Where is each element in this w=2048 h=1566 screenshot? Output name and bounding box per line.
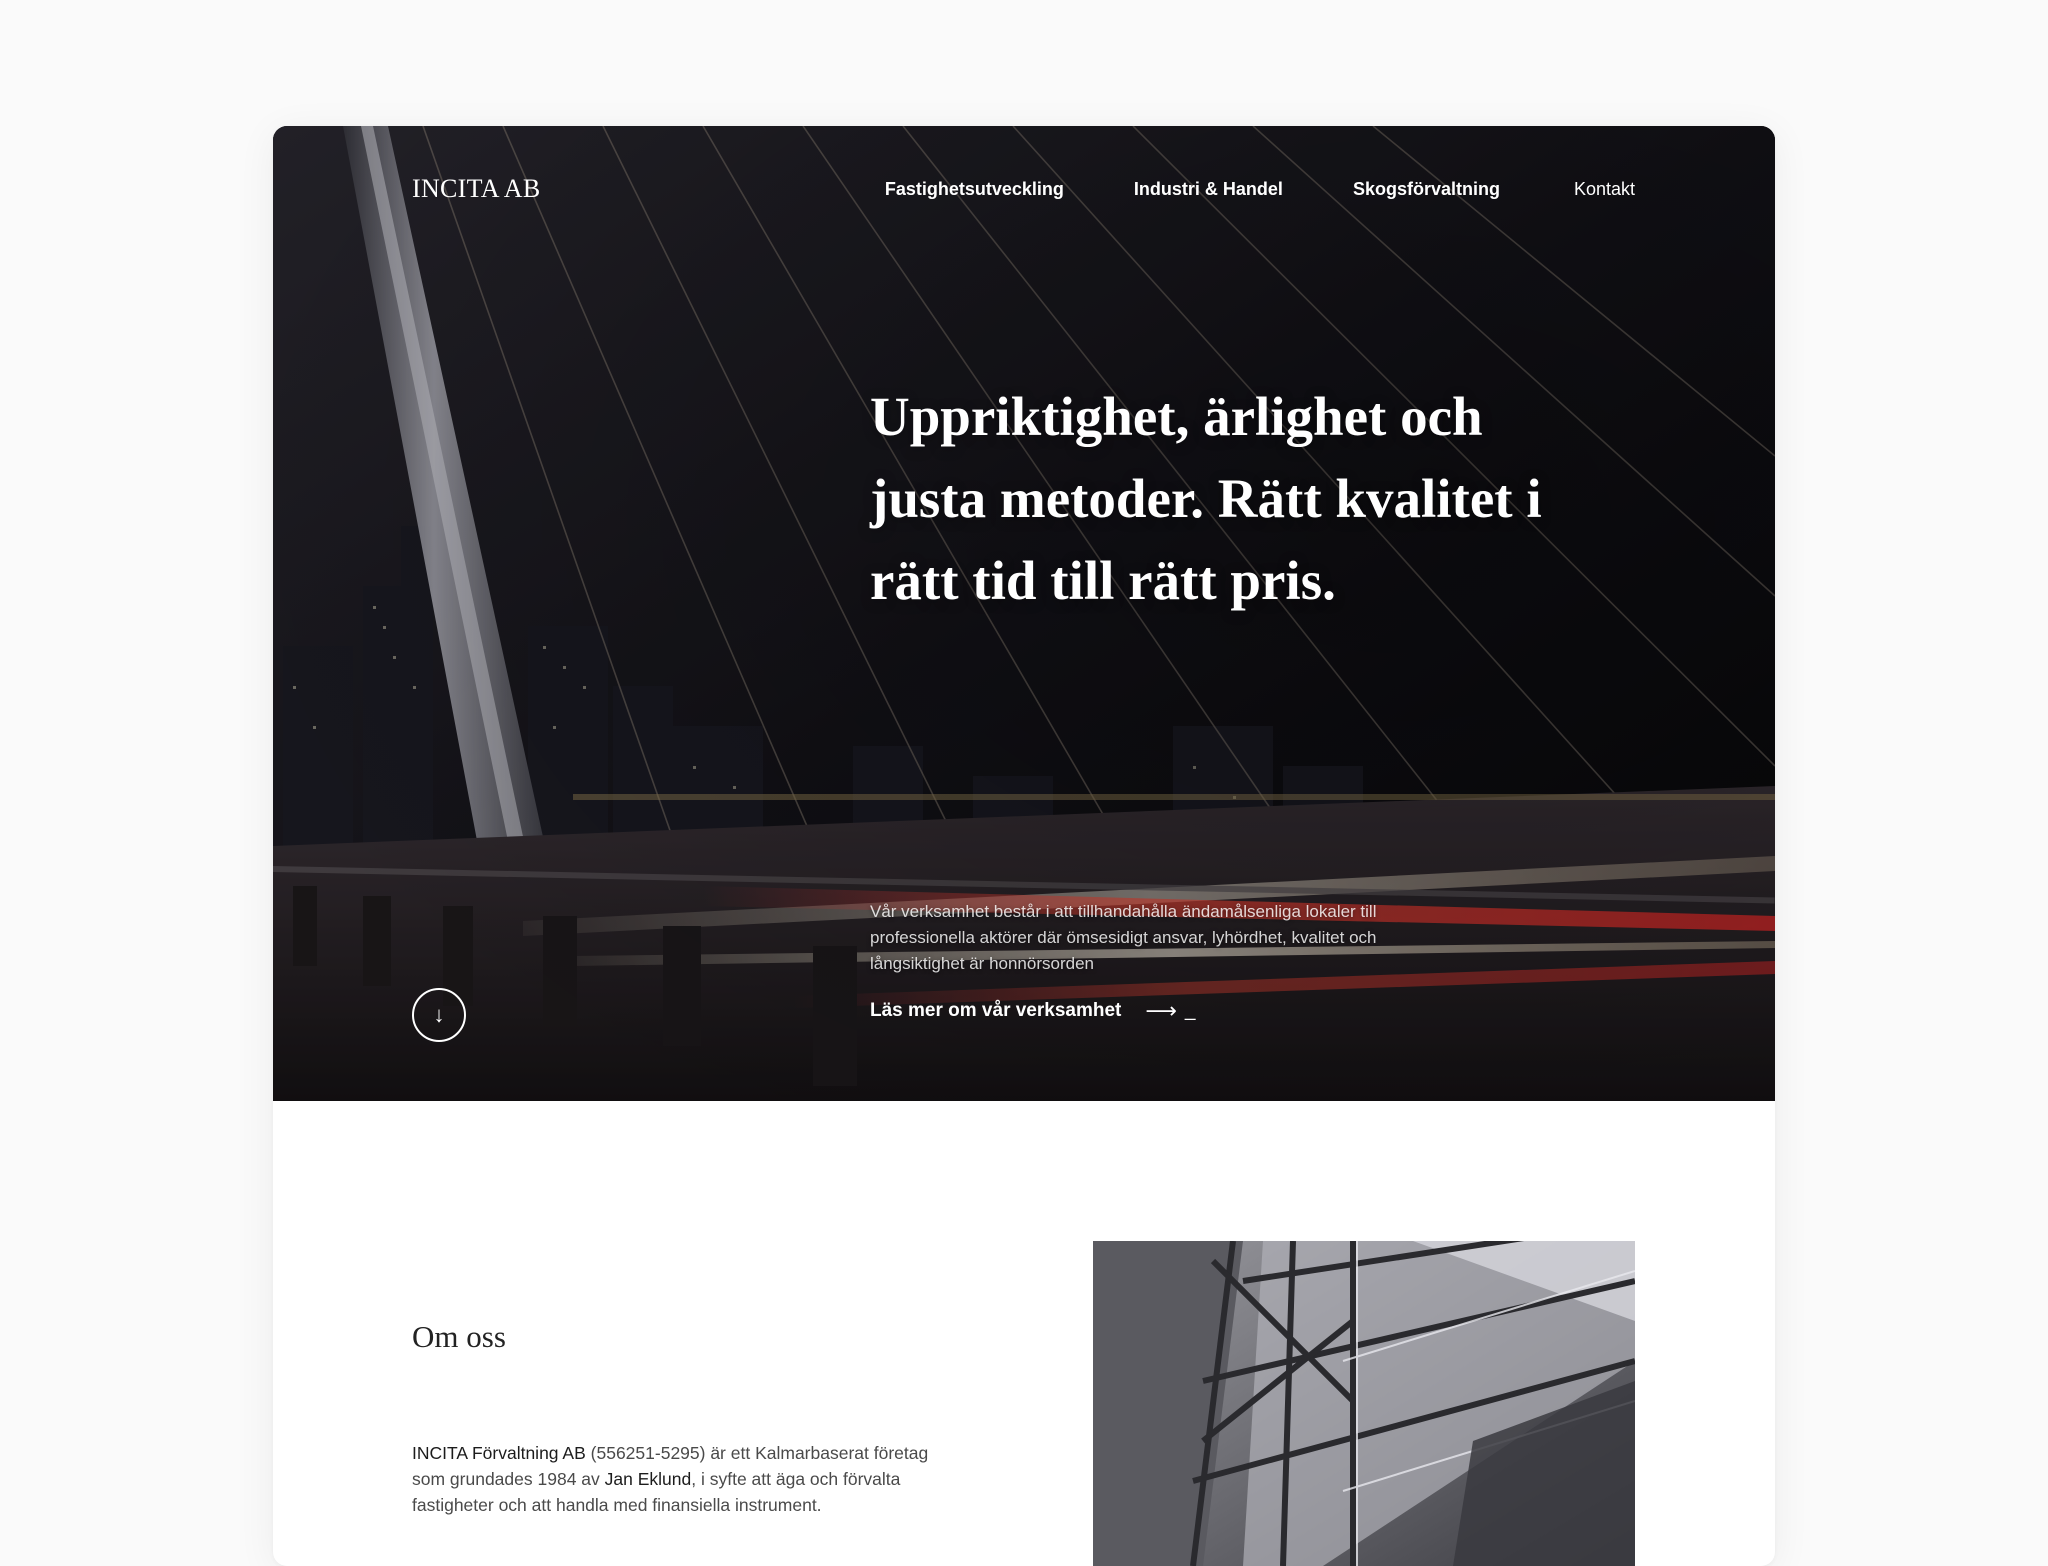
headline-line-2: justa metoder. Rätt kvalitet i bbox=[870, 468, 1542, 529]
about-text bbox=[412, 1440, 952, 1518]
headline-line-1: Uppriktighet, ärlighet och bbox=[870, 386, 1483, 447]
nav-fastighetsutveckling[interactable]: Fastighetsutveckling bbox=[884, 179, 1064, 199]
read-more-label: Läs mer om vår verksamhet bbox=[870, 1000, 1122, 1021]
hero-headline bbox=[870, 376, 1630, 622]
site-logo[interactable]: INCITA AB bbox=[412, 174, 541, 203]
headline-line-3: rätt tid till rätt pris. bbox=[870, 550, 1336, 611]
main-nav bbox=[815, 179, 1635, 200]
nav-kontakt[interactable]: Kontakt bbox=[1573, 179, 1635, 199]
about-title: Om oss bbox=[412, 1319, 506, 1354]
cursor-dash: _ bbox=[1184, 1000, 1196, 1021]
nav-skogsforvaltning[interactable]: Skogsförvaltning bbox=[1352, 179, 1500, 199]
about-image bbox=[1093, 1241, 1635, 1566]
about-text-part-2: , i syfte att äga och förvalta fastigheter och att handla med finansiella instrument. bbox=[412, 1469, 901, 1515]
nav-industri-handel[interactable]: Industri & Handel bbox=[1133, 179, 1283, 199]
about-text-part-1: (556251-5295) är ett Kalmarbaserat företag som grundades 1984 av bbox=[412, 1443, 929, 1489]
hero-section bbox=[273, 126, 1775, 1101]
founder-name: Jan Eklund bbox=[604, 1469, 692, 1489]
browser-frame bbox=[273, 126, 1775, 1566]
arrow-down-icon: ↓ bbox=[433, 1002, 445, 1027]
scroll-down-button[interactable] bbox=[412, 988, 466, 1042]
read-more-link[interactable] bbox=[870, 998, 1196, 1024]
company-name: INCITA Förvaltning AB bbox=[412, 1443, 586, 1463]
hero-lede: Vår verksamhet består i att tillhandahålla ändamålsenliga lokaler till professionella aktörer där ömsesidigt ansvar, lyhördhet, kvalitet och långsiktighet är honnörsorden bbox=[870, 902, 1377, 973]
arrow-right-icon: ⟶ bbox=[1145, 998, 1177, 1023]
